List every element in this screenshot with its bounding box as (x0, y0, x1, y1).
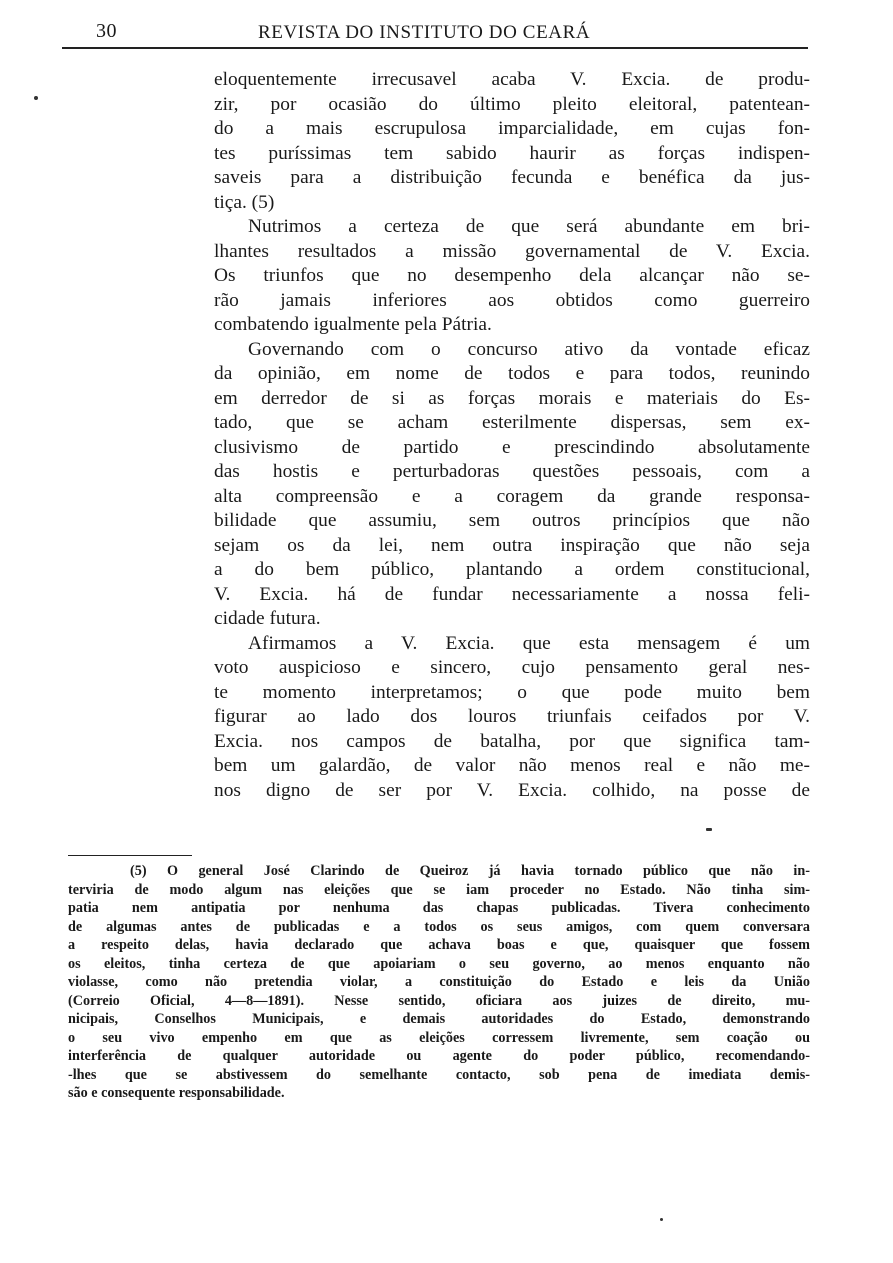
text-line: eloquentemente irrecusavel acaba V. Excia. de produ- (214, 69, 810, 90)
footnote-line: o seu vivo empenho em que as eleições corressem livremente, sem coação ou (68, 1029, 810, 1046)
text-line: Nutrimos a certeza de que será abundante em bri- (248, 216, 810, 237)
text-line: Excia. nos campos de batalha, por que significa tam- (214, 730, 810, 752)
text-line: Governando com o concurso ativo da vontade eficaz (248, 338, 810, 360)
text-line: tiça. (5) (214, 191, 275, 213)
running-title: REVISTA DO INSTITUTO DO CEARÁ (258, 22, 591, 43)
text-line: zir, por ocasião do último pleito eleitoral, patentean- (214, 93, 810, 115)
text-line: combatendo igualmente pela Pátria. (214, 314, 492, 335)
page-number: 30 (96, 20, 117, 42)
text-line: Afirmamos a V. Excia. que esta mensagem é um (248, 632, 810, 654)
body-text (214, 68, 810, 803)
text-line: te momento interpretamos; o que pode muito bem (214, 681, 810, 703)
text-line: Os triunfos que no desempenho dela alcançar não se- (214, 265, 810, 286)
text-line: sejam os da lei, nem outra inspiração que não seja (214, 534, 810, 556)
text-line: nos digno de ser por V. Excia. colhido, na posse de (214, 779, 810, 801)
footnote-line: interferência de qualquer autoridade ou agente do poder público, recomendando- (68, 1048, 810, 1064)
footnote-line: são e consequente responsabilidade. (68, 1085, 285, 1101)
text-line: alta compreensão e a coragem da grande responsa- (214, 485, 810, 507)
footnote-line: os eleitos, tinha certeza de que apoiariam o seu governo, ao menos enquanto não (68, 955, 810, 972)
text-line: voto auspicioso e sincero, cujo pensamento geral nes- (214, 657, 810, 678)
stray-mark (706, 828, 712, 831)
page-header (62, 14, 808, 44)
footnote-line: patia nem antipatia por nenhuma das chapas publicadas. Tivera conhecimento (68, 900, 810, 916)
text-line: figurar ao lado dos louros triunfais ceifados por V. (214, 706, 810, 727)
text-line: bem um galardão, de valor não menos real e não me- (214, 755, 810, 776)
footnote-line: (Correio Oficial, 4—8—1891). Nesse sentido, oficiara aos juizes de direito, mu- (68, 992, 810, 1009)
text-line: tes puríssimas tem sabido haurir as forças indispen- (214, 142, 810, 164)
footnote-line: a respeito delas, havia declarado que achava boas e que, quaisquer que fossem (68, 937, 810, 953)
header-rule (62, 47, 808, 49)
text-line: do a mais escrupulosa imparcialidade, em cujas fon- (214, 118, 810, 139)
footnote-line: (5) O general José Clarindo de Queiroz já havia tornado público que não in- (130, 863, 810, 879)
text-line: clusivismo de partido e prescindindo absolutamente (214, 436, 810, 458)
text-line: a do bem público, plantando a ordem constitucional, (214, 559, 810, 580)
footnote (68, 862, 810, 1103)
footnote-line: violasse, como não pretendia violar, a constituição do Estado e leis da União (68, 974, 810, 990)
text-line: tado, que se acham esterilmente dispersas, sem ex- (214, 412, 810, 433)
footnote-line: -lhes que se abstivessem do semelhante contacto, sob pena de imediata demis- (68, 1066, 810, 1083)
footnote-line: de algumas antes de publicadas e a todos os seus amigos, com quem conversara (68, 918, 810, 935)
text-line: lhantes resultados a missão governamental de V. Excia. (214, 240, 810, 262)
stray-mark (34, 96, 38, 100)
footnote-line: terviria de modo algum nas eleições que se iam proceder no Estado. Não tinha sim- (68, 881, 810, 898)
text-line: das hostis e perturbadoras questões pessoais, com a (214, 461, 810, 482)
text-line: bilidade que assumiu, sem outros princípios que não (214, 510, 810, 531)
stray-mark (660, 1218, 663, 1221)
text-line: saveis para a distribuição fecunda e benéfica da jus- (214, 167, 810, 188)
text-line: rão jamais inferiores aos obtidos como guerreiro (214, 289, 810, 311)
text-line: em derredor de si as forças morais e materiais do Es- (214, 387, 810, 409)
footnote-rule (68, 855, 192, 856)
text-line: cidade futura. (214, 608, 321, 629)
text-line: da opinião, em nome de todos e para todos, reunindo (214, 363, 810, 384)
footnote-line: nicipais, Conselhos Municipais, e demais autoridades do Estado, demonstrando (68, 1011, 810, 1027)
text-line: V. Excia. há de fundar necessariamente a nossa feli- (214, 583, 810, 605)
